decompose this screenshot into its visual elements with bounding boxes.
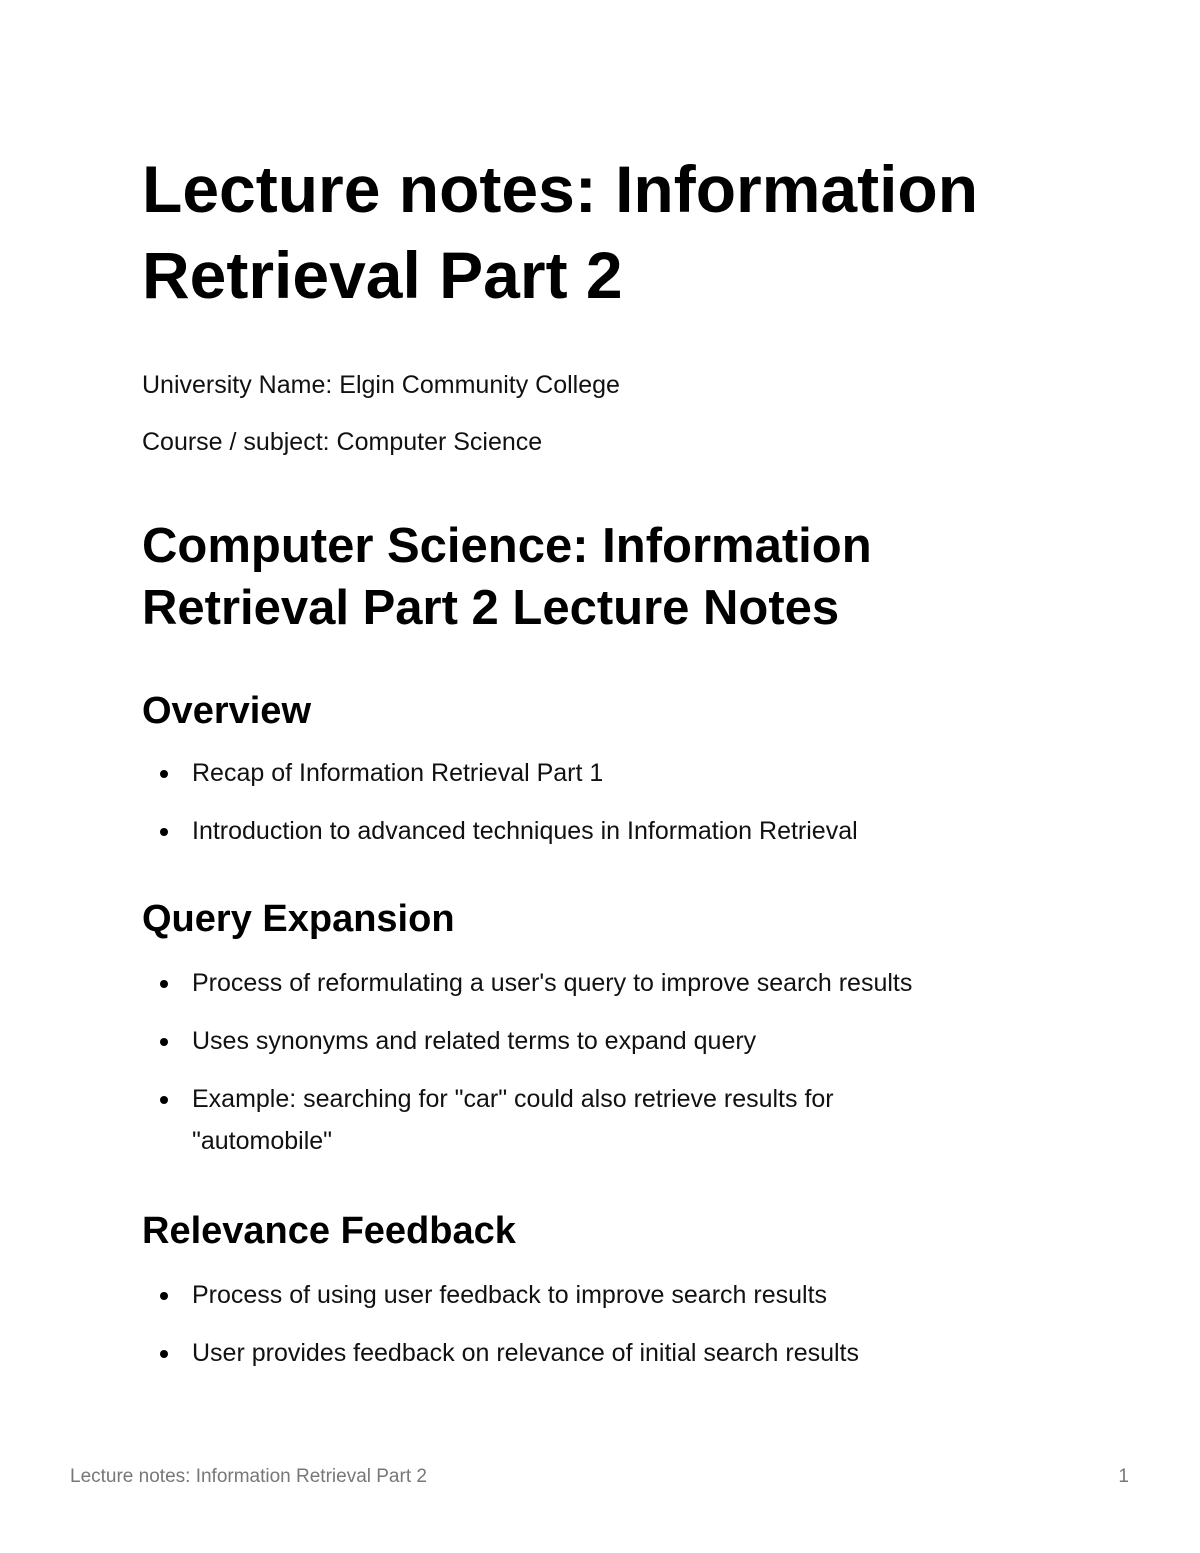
bullet-icon bbox=[160, 770, 168, 778]
bullet-icon bbox=[160, 1038, 168, 1046]
heading-relevance-feedback: Relevance Feedback bbox=[142, 1210, 516, 1252]
list-item bbox=[142, 1280, 1042, 1310]
heading-query-expansion: Query Expansion bbox=[142, 898, 455, 940]
heading-overview: Overview bbox=[142, 690, 311, 732]
bullet-icon bbox=[160, 1096, 168, 1104]
list-item bbox=[142, 1338, 1042, 1368]
section-title: Computer Science: Information Retrieval Part 2 Lecture Notes bbox=[142, 519, 872, 635]
university-name: University Name: Elgin Community College bbox=[142, 371, 620, 399]
footer-title: Lecture notes: Information Retrieval Part 2 bbox=[70, 1466, 427, 1487]
list-item-text: Example: searching for "car" could also retrieve results for "automobile" bbox=[192, 1085, 834, 1155]
overview-list bbox=[142, 758, 1042, 874]
list-item-text: Introduction to advanced techniques in Information Retrieval bbox=[192, 817, 858, 845]
list-item bbox=[142, 1078, 952, 1162]
list-item-text: Recap of Information Retrieval Part 1 bbox=[192, 759, 604, 787]
list-item bbox=[142, 1026, 1042, 1056]
bullet-icon bbox=[160, 1350, 168, 1358]
bullet-icon bbox=[160, 1292, 168, 1300]
document-title: Lecture notes: Information Retrieval Part 2 bbox=[142, 152, 979, 312]
list-item bbox=[142, 968, 1042, 998]
list-item bbox=[142, 816, 1042, 846]
course-subject: Course / subject: Computer Science bbox=[142, 428, 543, 456]
list-item-text: Process of using user feedback to improve search results bbox=[192, 1281, 828, 1309]
list-item-text: User provides feedback on relevance of initial search results bbox=[192, 1339, 860, 1367]
list-item-text: Process of reformulating a user's query to improve search results bbox=[192, 969, 913, 997]
bullet-icon bbox=[160, 980, 168, 988]
list-item-text: Uses synonyms and related terms to expand query bbox=[192, 1027, 757, 1055]
relevance-feedback-list bbox=[142, 1280, 1042, 1396]
footer-page-number: 1 bbox=[1118, 1466, 1129, 1487]
list-item bbox=[142, 758, 1042, 788]
query-expansion-list bbox=[142, 968, 1042, 1190]
bullet-icon bbox=[160, 828, 168, 836]
